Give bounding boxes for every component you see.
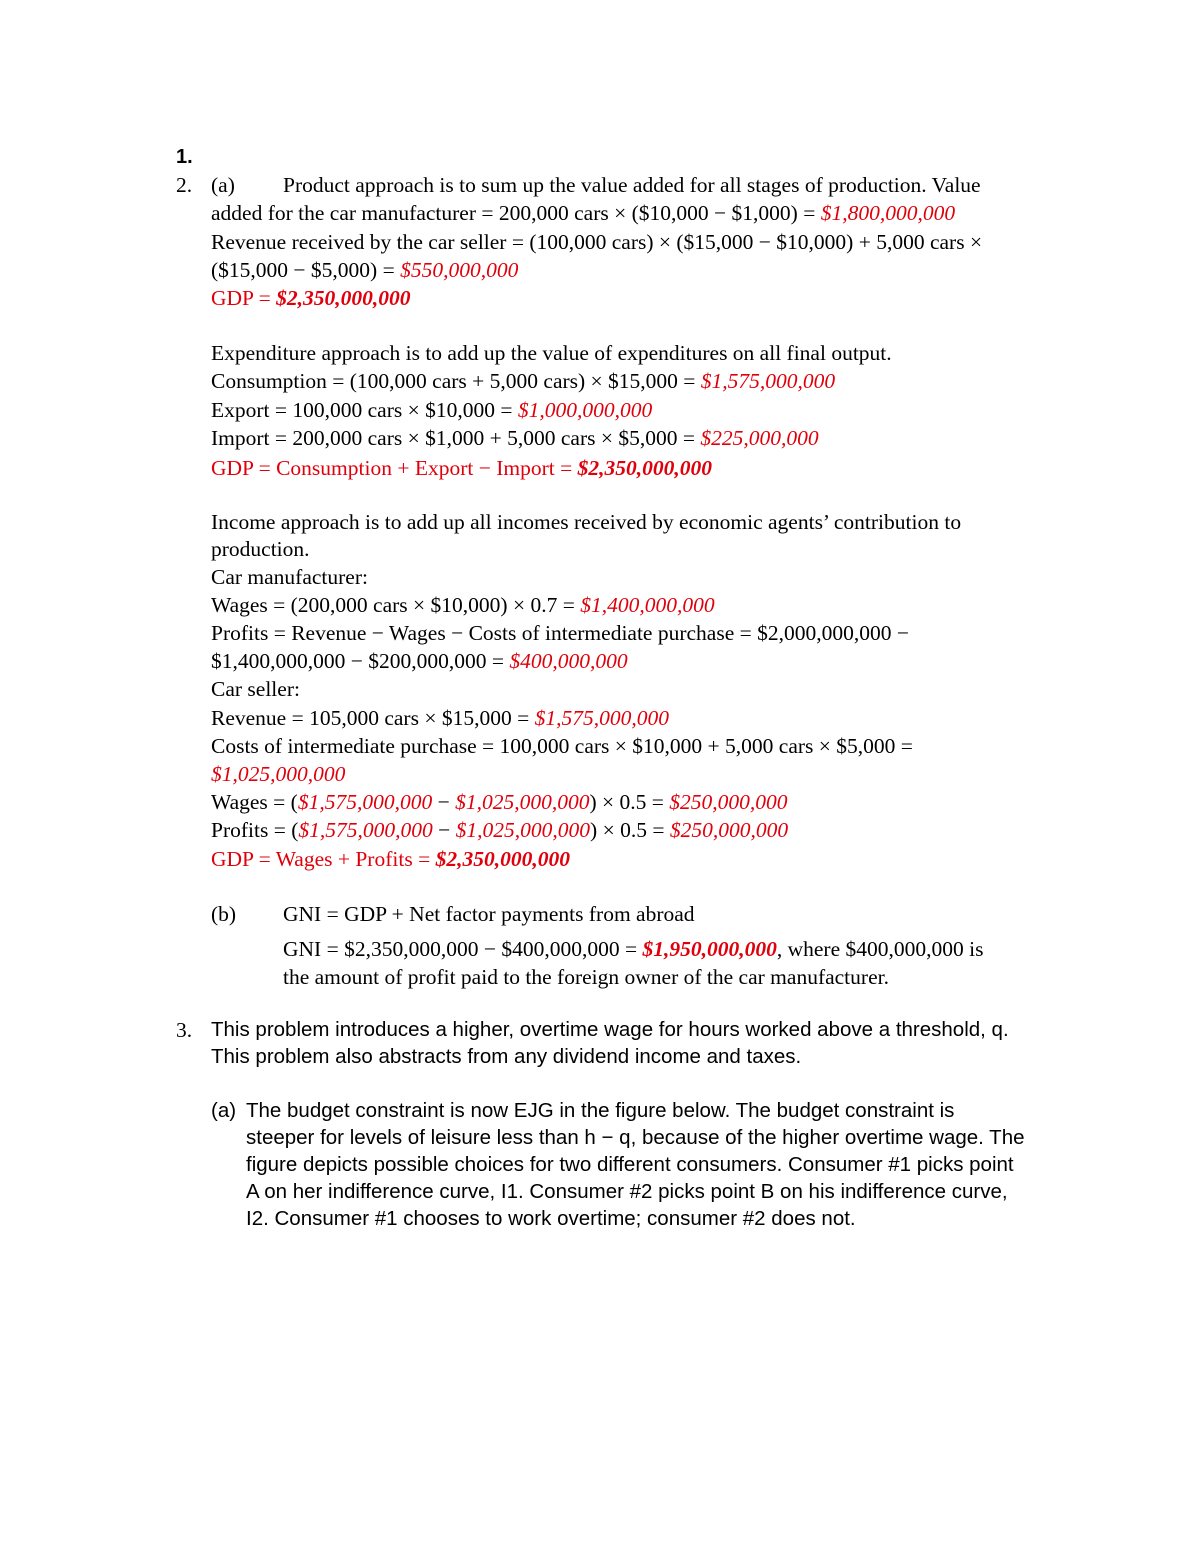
seller-revenue-result: $1,575,000,000: [534, 706, 669, 730]
gni-definition: GNI = GDP + Net factor payments from abroad: [283, 902, 695, 926]
consumption-result: $1,575,000,000: [700, 369, 836, 393]
question-3-part-a-line4: A on her indifference curve, I1. Consumer #2 picks point B on his indifference curve,: [246, 1180, 1008, 1203]
seller-profits-line: Profits = ($1,575,000,000 − $1,025,000,000) × 0.5 = $250,000,000: [211, 818, 789, 842]
manufacturer-value-added-result: $1,800,000,000: [820, 201, 956, 225]
income-gdp-result: $2,350,000,000: [435, 847, 570, 871]
seller-wages-result: $250,000,000: [669, 790, 788, 814]
part-b-label: (b): [211, 902, 237, 926]
product-gdp: GDP = $2,350,000,000: [211, 286, 411, 310]
manufacturer-profits-line2: $1,400,000,000 − $200,000,000 = $400,000,000: [211, 649, 628, 673]
question-2-number: 2.: [176, 173, 193, 197]
seller-revenue-line2: ($15,000 − $5,000) = $550,000,000: [211, 258, 519, 282]
income-gdp: GDP = Wages + Profits = $2,350,000,000: [211, 847, 570, 871]
question-3-part-a-line1: The budget constraint is now EJG in the figure below. The budget constraint is: [246, 1099, 955, 1122]
manufacturer-profits-line1: Profits = Revenue − Wages − Costs of intermediate purchase = $2,000,000,000 −: [211, 621, 910, 645]
manufacturer-profits-result: $400,000,000: [509, 649, 628, 673]
expenditure-approach-intro: Expenditure approach is to add up the value of expenditures on all final output.: [211, 341, 892, 365]
product-gdp-result: $2,350,000,000: [276, 286, 411, 310]
question-1-number: 1.: [176, 146, 193, 168]
seller-value-added-result: $550,000,000: [400, 258, 519, 282]
income-approach-intro-1: Income approach is to add up all incomes received by economic agents’ contribution to: [211, 510, 962, 534]
question-3-intro-2: This problem also abstracts from any dividend income and taxes.: [211, 1045, 802, 1068]
seller-revenue-line1: Revenue received by the car seller = (100,000 cars) × ($15,000 − $10,000) + 5,000 cars ×: [211, 230, 983, 254]
car-manufacturer-heading: Car manufacturer:: [211, 565, 368, 589]
question-3-part-a-line2: steeper for levels of leisure less than h − q, because of the higher overtime wage. The: [246, 1126, 1025, 1149]
question-3-part-a-label: (a): [211, 1099, 237, 1122]
seller-wages-line: Wages = ($1,575,000,000 − $1,025,000,000) × 0.5 = $250,000,000: [211, 790, 788, 814]
seller-costs-line1: Costs of intermediate purchase = 100,000 cars × $10,000 + 5,000 cars × $5,000 =: [211, 734, 913, 758]
product-approach-intro: Product approach is to sum up the value added for all stages of production. Value: [283, 173, 981, 197]
question-3-intro-1: This problem introduces a higher, overtime wage for hours worked above a threshold, q.: [211, 1018, 1009, 1041]
manufacturer-wages-result: $1,400,000,000: [580, 593, 715, 617]
income-approach-intro-2: production.: [211, 537, 310, 561]
export-result: $1,000,000,000: [517, 398, 653, 422]
question-3-part-a-line5: I2. Consumer #1 chooses to work overtime; consumer #2 does not.: [246, 1207, 856, 1230]
expenditure-gdp: GDP = Consumption + Export − Import = $2,350,000,000: [211, 456, 712, 480]
manufacturer-wages-line: Wages = (200,000 cars × $10,000) × 0.7 = $1,400,000,000: [211, 593, 715, 617]
import-line: Import = 200,000 cars × $1,000 + 5,000 cars × $5,000 = $225,000,000: [211, 426, 819, 450]
gni-explanation: the amount of profit paid to the foreign owner of the car manufacturer.: [283, 965, 889, 989]
seller-costs-result: $1,025,000,000: [211, 762, 346, 786]
seller-profits-result: $250,000,000: [669, 818, 789, 842]
expenditure-gdp-result: $2,350,000,000: [577, 456, 712, 480]
gni-result: $1,950,000,000: [642, 937, 777, 961]
consumption-line: Consumption = (100,000 cars + 5,000 cars) × $15,000 = $1,575,000,000: [211, 369, 836, 393]
seller-revenue-income-line: Revenue = 105,000 cars × $15,000 = $1,575,000,000: [211, 706, 669, 730]
car-seller-heading: Car seller:: [211, 677, 300, 701]
gni-calculation: GNI = $2,350,000,000 − $400,000,000 = $1,950,000,000, where $400,000,000 is: [283, 937, 984, 961]
question-3-part-a-line3: figure depicts possible choices for two different consumers. Consumer #1 picks point: [246, 1153, 1014, 1176]
import-result: $225,000,000: [700, 426, 819, 450]
question-3-number: 3.: [176, 1018, 193, 1042]
export-line: Export = 100,000 cars × $10,000 = $1,000,000,000: [211, 398, 653, 422]
part-a-label: (a): [211, 173, 235, 197]
manufacturer-value-added: added for the car manufacturer = 200,000 cars × ($10,000 − $1,000) = $1,800,000,000: [211, 201, 956, 225]
